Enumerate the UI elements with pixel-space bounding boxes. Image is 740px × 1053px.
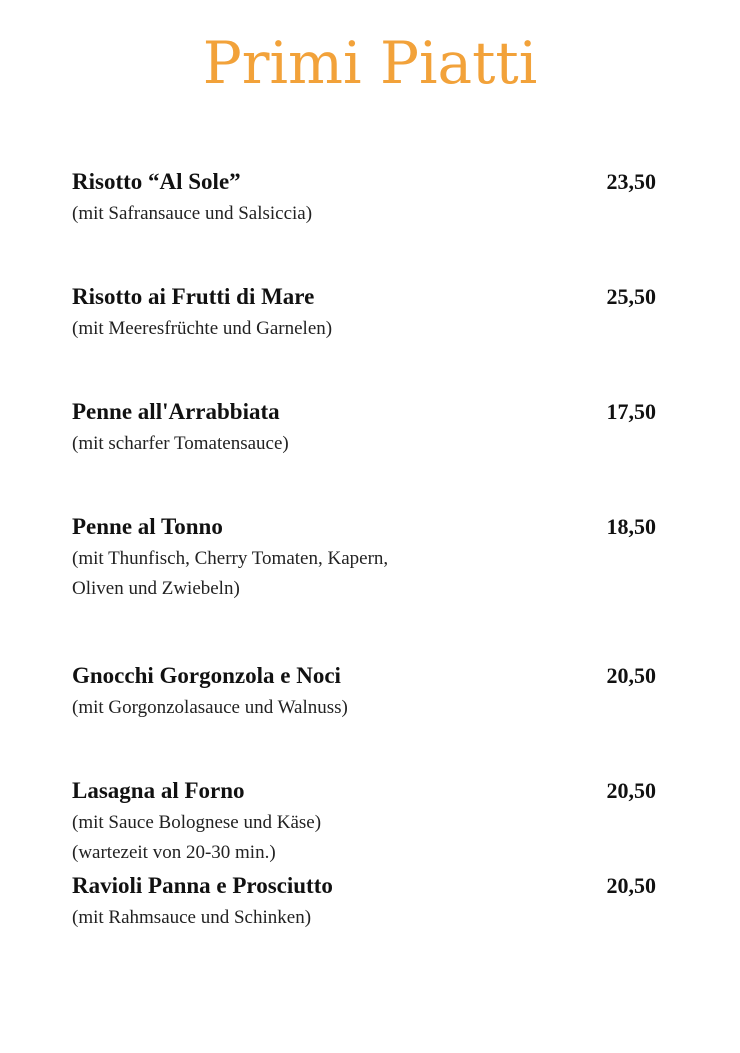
menu-item-name: Penne al Tonno xyxy=(72,514,223,539)
menu-item xyxy=(72,873,662,933)
menu-section-title: Primi Piatti xyxy=(202,29,538,97)
menu-item-price: 18,50 xyxy=(606,514,656,539)
menu-item-price: 20,50 xyxy=(606,873,656,898)
menu-item-description xyxy=(72,199,662,229)
menu-item-name: Penne all'Arrabbiata xyxy=(72,399,280,424)
menu-item-description-line: (mit Safransauce und Salsiccia) xyxy=(72,203,313,224)
menu-item xyxy=(72,514,662,604)
menu-item xyxy=(72,778,662,868)
menu-item-name: Risotto ai Frutti di Mare xyxy=(72,284,315,309)
menu-item xyxy=(72,399,662,459)
menu-item-description-line: Oliven und Zwiebeln) xyxy=(72,578,240,599)
menu-item-price: 17,50 xyxy=(606,399,656,424)
menu-item-name: Lasagna al Forno xyxy=(72,778,245,803)
menu-item-description-line: (mit Rahmsauce und Schinken) xyxy=(72,907,312,928)
menu-item xyxy=(72,169,662,229)
menu-item-price: 20,50 xyxy=(606,663,656,688)
menu-item-description-line: (mit Thunfisch, Cherry Tomaten, Kapern, xyxy=(72,548,389,569)
menu-item-price: 25,50 xyxy=(606,284,656,309)
menu-item-description xyxy=(72,808,662,868)
menu-item xyxy=(72,284,662,344)
menu-item-description xyxy=(72,693,662,723)
menu-item-description xyxy=(72,544,662,604)
menu-item-description-line: (mit scharfer Tomatensauce) xyxy=(72,433,289,454)
menu-item-description-line: (mit Gorgonzolasauce und Walnuss) xyxy=(72,697,348,718)
menu-item-description-line: (wartezeit von 20-30 min.) xyxy=(72,842,276,863)
menu-item-description xyxy=(72,314,662,344)
menu-item-name: Risotto “Al Sole” xyxy=(72,169,241,194)
menu-item xyxy=(72,663,662,723)
menu-item-description xyxy=(72,903,662,933)
menu-item-name: Gnocchi Gorgonzola e Noci xyxy=(72,663,341,688)
menu-item-description-line: (mit Meeresfrüchte und Garnelen) xyxy=(72,318,333,339)
menu-item-price: 20,50 xyxy=(606,778,656,803)
menu-item-description-line: (mit Sauce Bolognese und Käse) xyxy=(72,812,322,833)
menu-item-description xyxy=(72,429,662,459)
menu-item-price: 23,50 xyxy=(606,169,656,194)
menu-item-name: Ravioli Panna e Prosciutto xyxy=(72,873,333,898)
